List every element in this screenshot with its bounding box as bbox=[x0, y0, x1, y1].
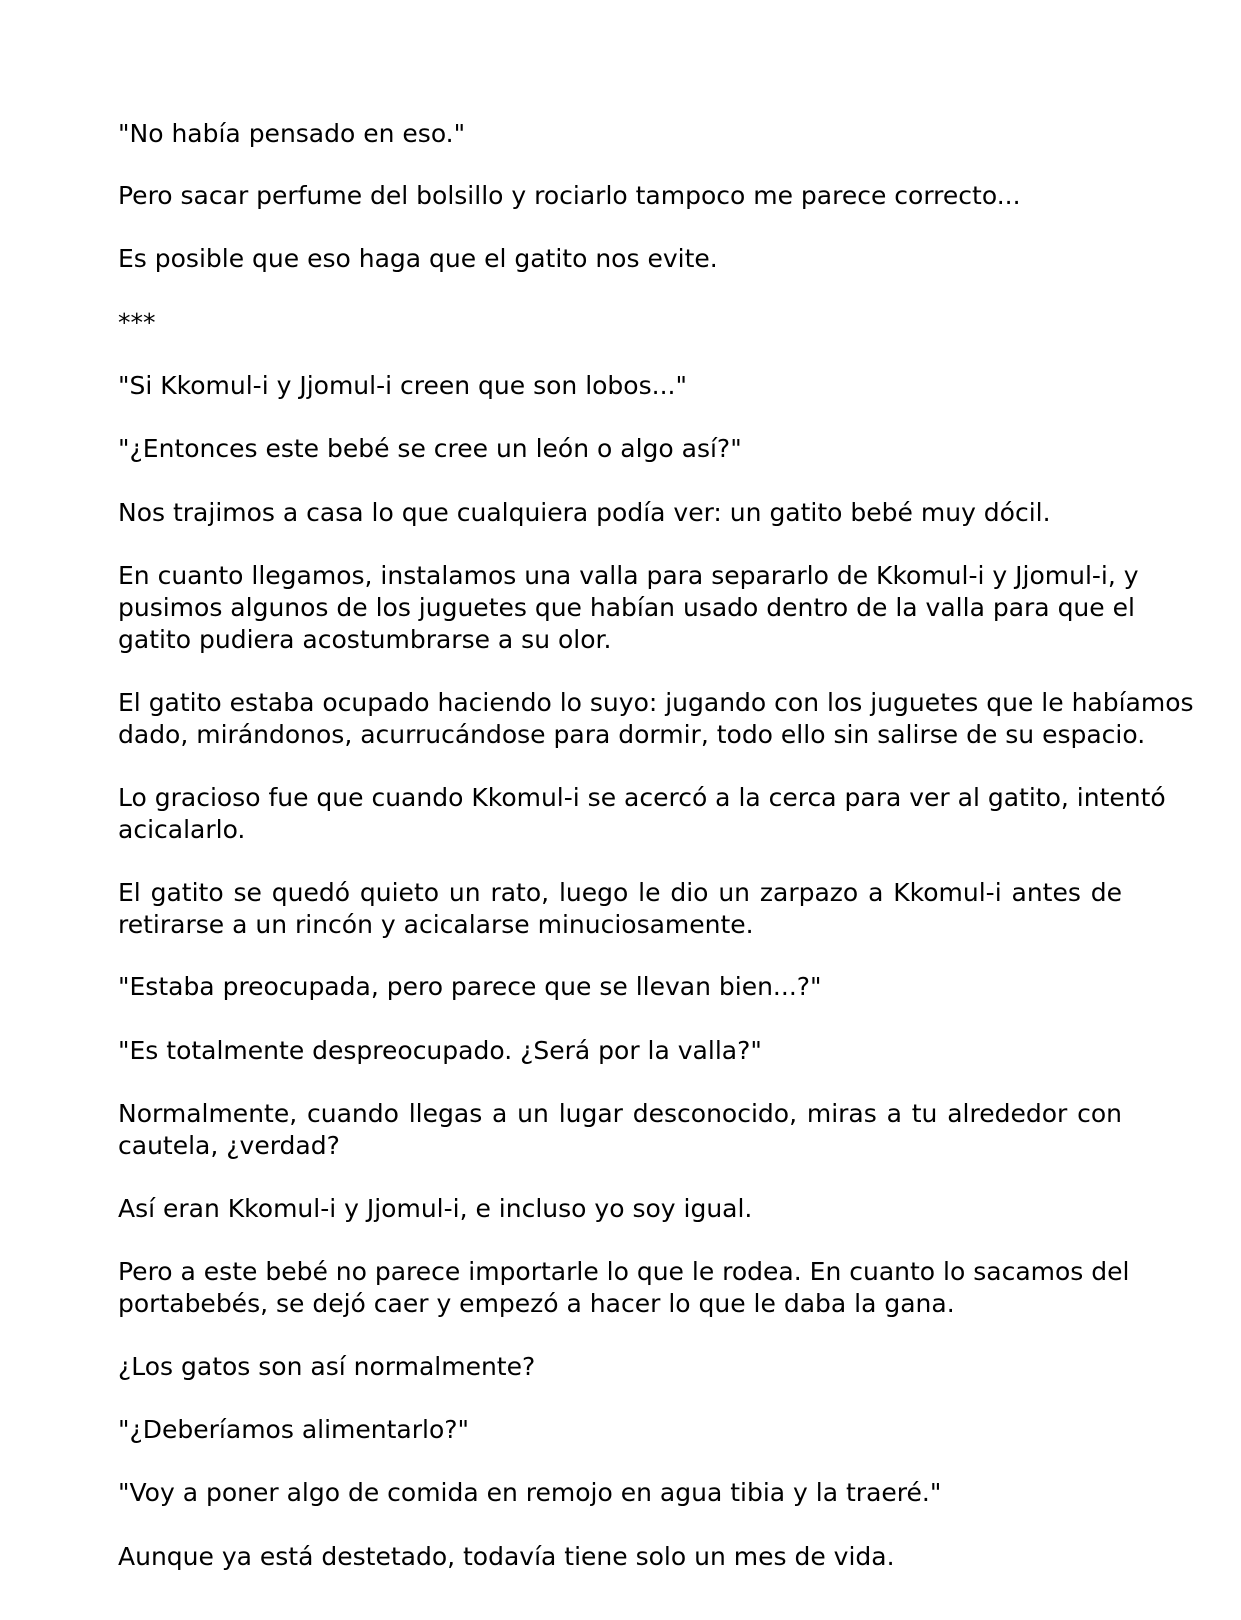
paragraph bbox=[118, 1035, 1122, 1067]
paragraph bbox=[118, 433, 1122, 465]
paragraph bbox=[118, 1256, 1130, 1320]
text-line: portabebés, se dejó caer y empezó a hacer lo que le daba la gana. bbox=[118, 1289, 955, 1318]
text-line: acicalarlo. bbox=[118, 815, 246, 844]
text-line: Lo gracioso fue que cuando Kkomul-i se acercó a la cerca para ver al gatito, intentó bbox=[118, 783, 1166, 812]
text-line: pusimos algunos de los juguetes que habían usado dentro de la valla para que el bbox=[118, 593, 1135, 622]
text-line: Normalmente, cuando llegas a un lugar desconocido, miras a tu alrededor con bbox=[118, 1099, 1122, 1128]
paragraph bbox=[118, 497, 1122, 529]
text-line: "¿Deberíamos alimentarlo?" bbox=[118, 1415, 470, 1444]
paragraph bbox=[118, 370, 1122, 402]
paragraph bbox=[118, 1414, 1122, 1446]
paragraph bbox=[118, 1541, 1122, 1573]
text-line: "Es totalmente despreocupado. ¿Será por la valla?" bbox=[118, 1036, 762, 1065]
text-line: Pero sacar perfume del bolsillo y rociarlo tampoco me parece correcto... bbox=[118, 181, 1021, 210]
text-line: dado, mirándonos, acurrucándose para dormir, todo ello sin salirse de su espacio. bbox=[118, 720, 1146, 749]
paragraph bbox=[118, 243, 1122, 275]
paragraph bbox=[118, 971, 1122, 1003]
text-line: Así eran Kkomul-i y Jjomul-i, e incluso yo soy igual. bbox=[118, 1194, 753, 1223]
text-line: ¿Los gatos son así normalmente? bbox=[118, 1352, 536, 1381]
text-line: "Voy a poner algo de comida en remojo en agua tibia y la traeré." bbox=[118, 1478, 942, 1507]
text-line: Nos trajimos a casa lo que cualquiera podía ver: un gatito bebé muy dócil. bbox=[118, 498, 1051, 527]
paragraph bbox=[118, 1193, 1122, 1225]
text-line: Aunque ya está destetado, todavía tiene solo un mes de vida. bbox=[118, 1542, 895, 1571]
text-line: Pero a este bebé no parece importarle lo que le rodea. En cuanto lo sacamos del bbox=[118, 1257, 1130, 1286]
text-line: El gatito se quedó quieto un rato, luego le dio un zarpazo a Kkomul-i antes de bbox=[118, 878, 1122, 907]
text-line: "No había pensado en eso." bbox=[118, 119, 466, 148]
paragraph bbox=[118, 560, 1139, 656]
text-line: "¿Entonces este bebé se cree un león o algo así?" bbox=[118, 434, 742, 463]
text-line: "Si Kkomul-i y Jjomul-i creen que son lobos..." bbox=[118, 371, 687, 400]
paragraph bbox=[118, 1351, 1122, 1383]
text-line: cautela, ¿verdad? bbox=[118, 1131, 340, 1160]
paragraph bbox=[118, 782, 1166, 846]
paragraph bbox=[118, 877, 1122, 941]
scene-break bbox=[118, 307, 1122, 339]
paragraph bbox=[118, 180, 1122, 212]
text-line: retirarse a un rincón y acicalarse minuciosamente. bbox=[118, 910, 754, 939]
paragraph bbox=[118, 1098, 1122, 1162]
text-line: El gatito estaba ocupado haciendo lo suyo: jugando con los juguetes que le habíamos bbox=[118, 688, 1194, 717]
text-line: Es posible que eso haga que el gatito nos evite. bbox=[118, 244, 718, 273]
text-line: gatito pudiera acostumbrarse a su olor. bbox=[118, 625, 612, 654]
text-line: *** bbox=[118, 308, 156, 337]
paragraph bbox=[118, 1477, 1122, 1509]
text-line: "Estaba preocupada, pero parece que se llevan bien...?" bbox=[118, 972, 822, 1001]
paragraph bbox=[118, 118, 1122, 150]
paragraph bbox=[118, 687, 1194, 751]
text-line: En cuanto llegamos, instalamos una valla para separarlo de Kkomul-i y Jjomul-i, y bbox=[118, 561, 1139, 590]
